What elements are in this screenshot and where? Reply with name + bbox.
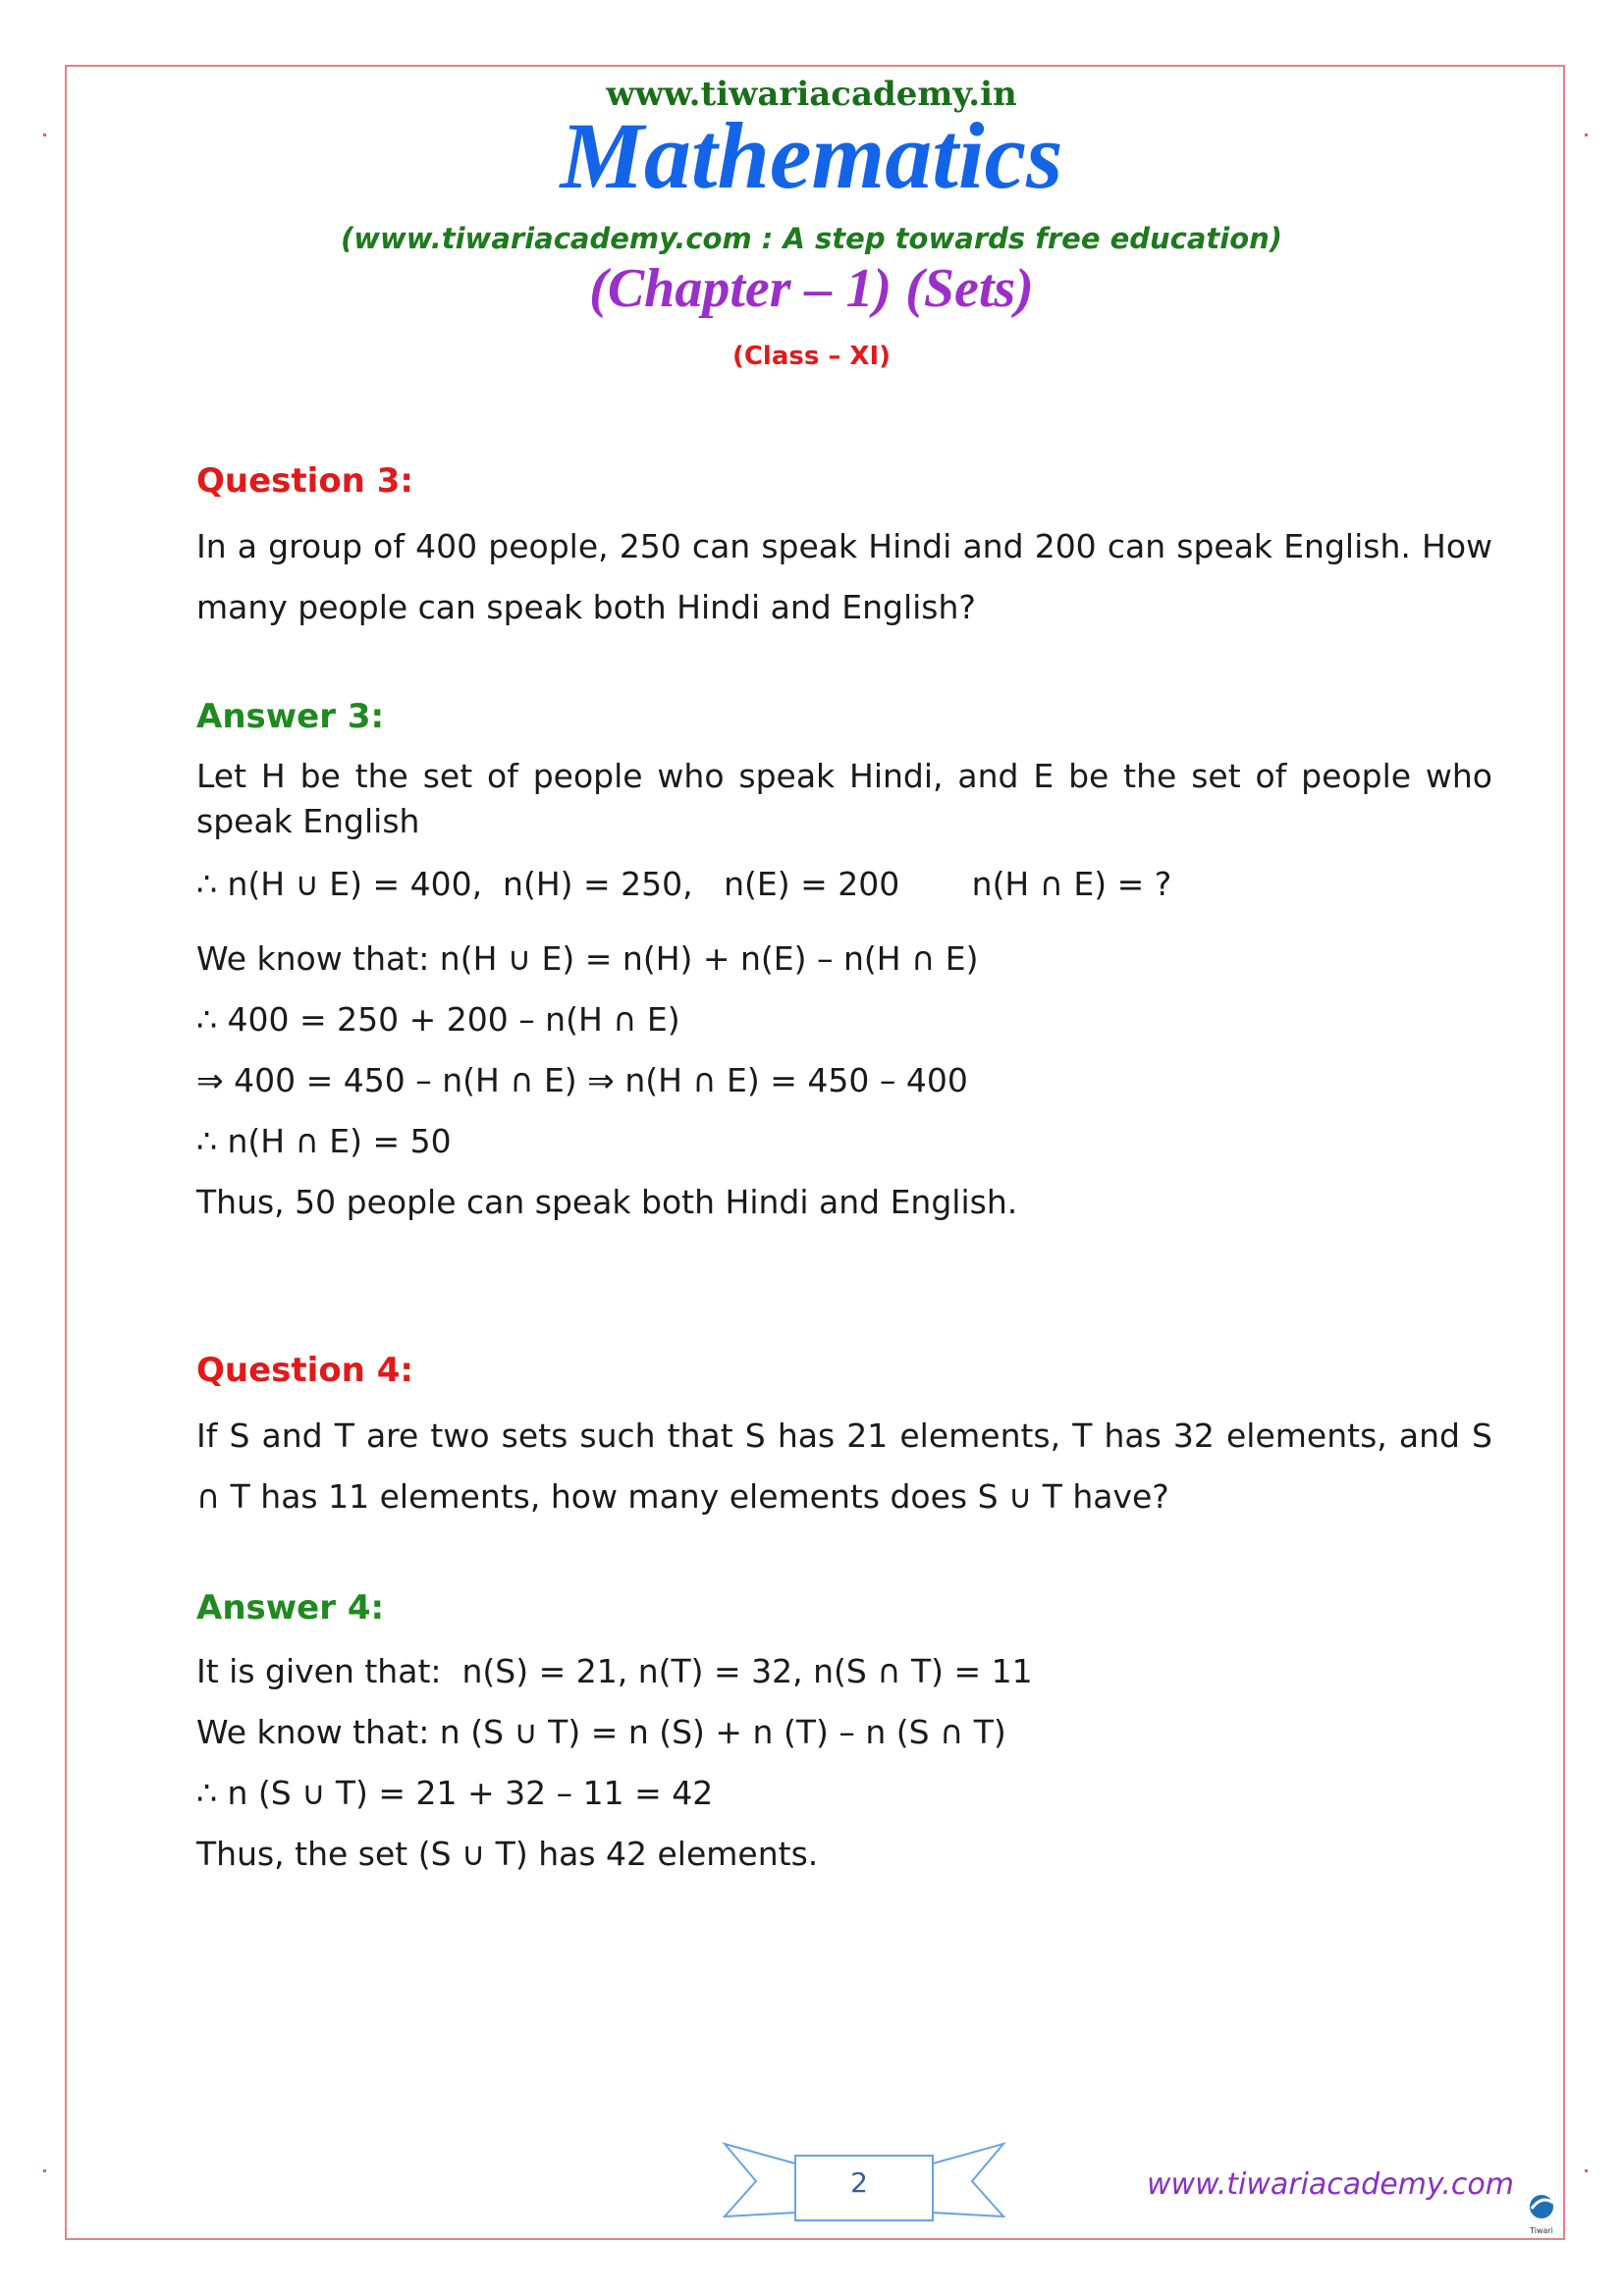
answer-3-conclusion: Thus, 50 people can speak both Hindi and English. (196, 1183, 1018, 1221)
question-3-text: In a group of 400 people, 250 can speak Hindi and 200 can speak English. How many people can speak both Hindi and English? (196, 527, 1492, 626)
question-3-heading: Question 3: (196, 461, 413, 501)
logo-icon (1524, 2193, 1559, 2228)
tiwari-logo (1524, 2193, 1559, 2235)
question-4-heading: Question 4: (196, 1351, 413, 1390)
class-label: (Class – XI) (731, 342, 892, 371)
answer-3-line-2: We know that: n(H ∪ E) = n(H) + n(E) – n(H ∩ E) (196, 939, 979, 978)
corner-mark (43, 2169, 46, 2172)
answer-3-heading: Answer 3: (196, 697, 385, 736)
answer-3-line-5: ∴ n(H ∩ E) = 50 (196, 1122, 452, 1160)
answer-4-heading: Answer 4: (196, 1588, 385, 1628)
answer-3-block (196, 697, 1492, 736)
page-number: 2 (850, 2166, 868, 2199)
corner-mark (1585, 2169, 1588, 2172)
answer-3-line-3: ∴ 400 = 250 + 200 – n(H ∩ E) (196, 1000, 680, 1039)
header-url[interactable]: www.tiwariacademy.in (606, 75, 1017, 114)
question-4-block (196, 1351, 1492, 1390)
page-title: Mathematics (560, 103, 1063, 208)
question-3-block (196, 461, 1492, 501)
answer-4-line-1: It is given that: n(S) = 21, n(T) = 32, n(S ∩ T) = 11 (196, 1652, 1033, 1690)
logo-text: Tiwari (1530, 2226, 1553, 2235)
question-4-text: If S and T are two sets such that S has 21 elements, T has 32 elements, and S ∩ T has 11 elements, how many elements does S ∪ T have? (196, 1416, 1492, 1516)
answer-3-line-1: ∴ n(H ∪ E) = 400, n(H) = 250, n(E) = 200 n(H ∩ E) = ? (196, 865, 1172, 903)
header-tagline: (www.tiwariacademy.com : A step towards free education) (340, 222, 1283, 255)
answer-4-block (196, 1588, 1492, 1628)
answer-3-intro: Let H be the set of people who speak Hindi, and E be the set of people who speak English (196, 757, 1492, 840)
chapter-title: (Chapter – 1) (Sets) (589, 258, 1034, 319)
footer-url[interactable]: www.tiwariacademy.com (1147, 2167, 1514, 2202)
answer-4-line-3: ∴ n (S ∪ T) = 21 + 32 – 11 = 42 (196, 1774, 714, 1812)
answer-3-line-4: ⇒ 400 = 450 – n(H ∩ E) ⇒ n(H ∩ E) = 450 – 400 (196, 1061, 968, 1099)
answer-4-line-2: We know that: n (S ∪ T) = n (S) + n (T) – n (S ∩ T) (196, 1713, 1006, 1751)
answer-4-conclusion: Thus, the set (S ∪ T) has 42 elements. (196, 1835, 819, 1873)
